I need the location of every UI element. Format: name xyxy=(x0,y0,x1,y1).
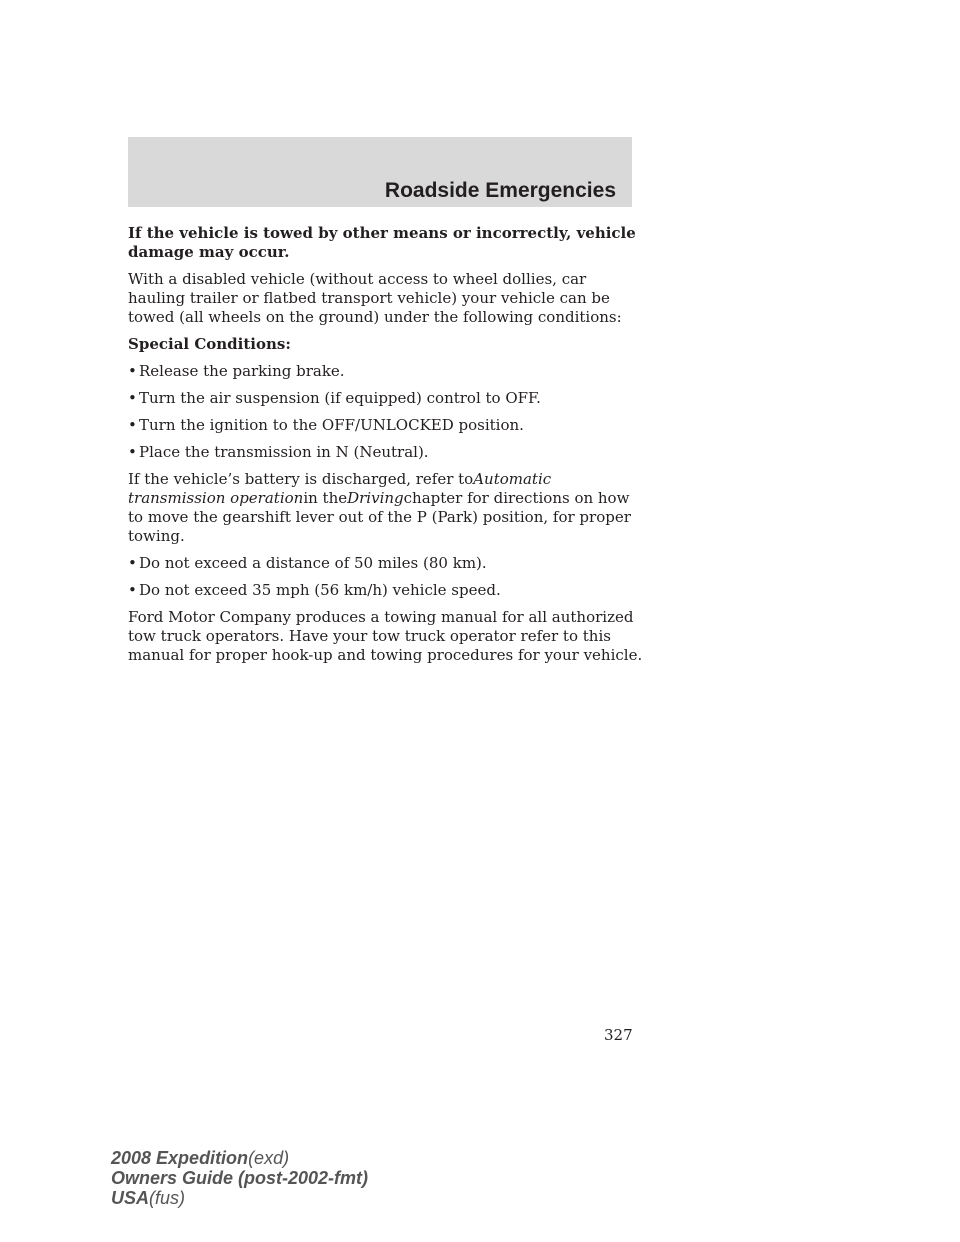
footer-line-market xyxy=(111,1188,368,1208)
list-item xyxy=(128,362,648,381)
condition-text: Place the transmission in N (Neutral). xyxy=(139,443,429,461)
condition-text: Turn the ignition to the OFF/UNLOCKED position. xyxy=(139,416,524,434)
battery-note-suffix: chapter for directions on how to move the gearshift lever out of the P (Park) position, for proper towing. xyxy=(128,489,631,545)
section-header-band xyxy=(128,137,632,207)
footer-market-code: (fus) xyxy=(149,1188,186,1208)
footer-line-model xyxy=(111,1148,368,1168)
page-number: 327 xyxy=(604,1026,633,1044)
limit-text: Do not exceed a distance of 50 miles (80 km). xyxy=(139,554,487,572)
closing-paragraph: Ford Motor Company produces a towing manual for all authorized tow truck operators. Have your tow truck operator refer to this manual for proper hook-up and towing procedures for your vehicle. xyxy=(128,608,643,664)
footer-model-code: (exd) xyxy=(248,1148,290,1168)
footer-model: 2008 Expedition xyxy=(111,1148,249,1168)
special-conditions-heading: Special Conditions: xyxy=(128,335,291,353)
battery-note-middle: in the xyxy=(303,489,348,507)
section-title: Roadside Emergencies xyxy=(384,179,616,202)
bullet-icon: • xyxy=(128,362,137,380)
footer-guide: Owners Guide (post-2002-fmt) xyxy=(111,1168,369,1188)
condition-text: Release the parking brake. xyxy=(139,362,345,380)
battery-note-prefix: If the vehicle’s battery is discharged, refer to xyxy=(128,470,474,488)
footer-line-guide xyxy=(111,1168,368,1188)
intro-paragraph: With a disabled vehicle (without access to wheel dollies, car hauling trailer or flatbed transport vehicle) your vehicle can be towed (all wheels on the ground) under the following conditions: xyxy=(128,270,622,326)
limit-text: Do not exceed 35 mph (56 km/h) vehicle speed. xyxy=(139,581,501,599)
bullet-icon: • xyxy=(128,443,137,461)
battery-note-paragraph xyxy=(128,470,648,546)
transmission-reference: Automatic transmission operation xyxy=(128,470,552,507)
list-item xyxy=(128,443,648,462)
list-item xyxy=(128,389,648,408)
list-item xyxy=(128,554,648,573)
list-item xyxy=(128,416,648,435)
warning-text: If the vehicle is towed by other means or incorrectly, vehicle damage may occur. xyxy=(128,224,636,261)
condition-text: Turn the air suspension (if equipped) control to OFF. xyxy=(139,389,541,407)
bullet-icon: • xyxy=(128,554,137,572)
page-content xyxy=(128,224,648,673)
chapter-reference: Driving xyxy=(347,489,404,507)
bullet-icon: • xyxy=(128,389,137,407)
document-footer xyxy=(111,1148,368,1208)
list-item xyxy=(128,581,648,600)
bullet-icon: • xyxy=(128,581,137,599)
bullet-icon: • xyxy=(128,416,137,434)
footer-market: USA xyxy=(111,1188,150,1208)
